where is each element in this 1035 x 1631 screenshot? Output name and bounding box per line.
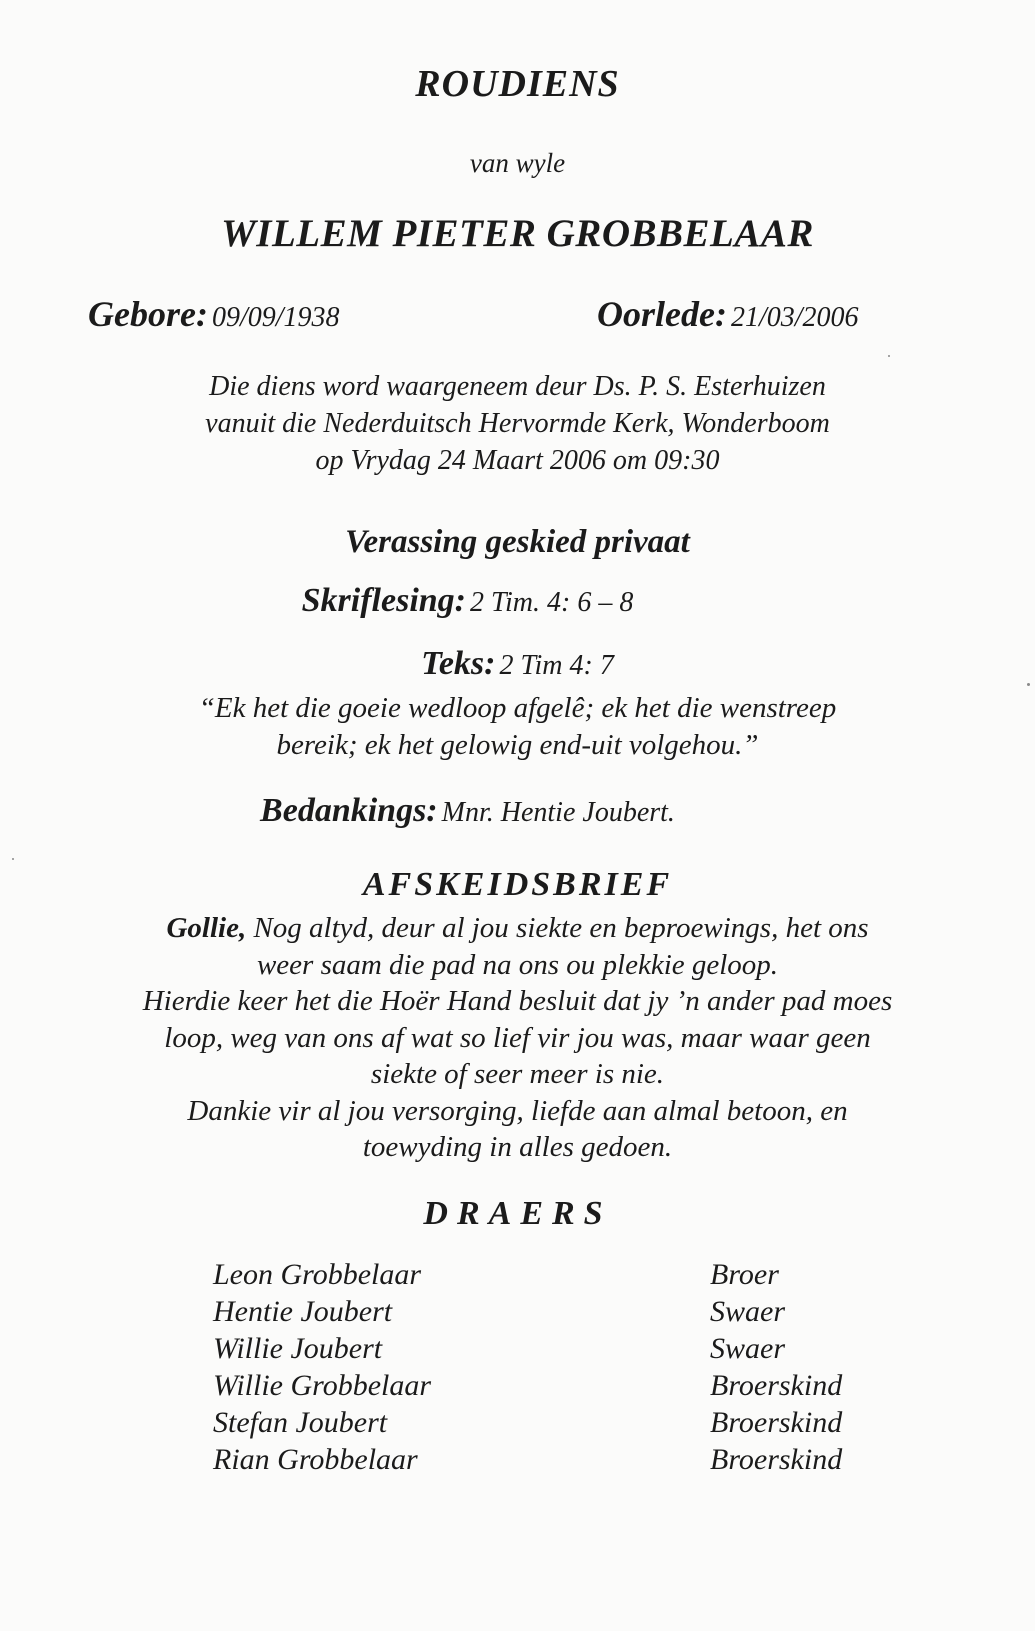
scripture-reading xyxy=(0,582,985,620)
service-details xyxy=(0,368,1035,479)
sermon-text-value: 2 Tim 4: 7 xyxy=(499,650,614,681)
pallbearer-row xyxy=(0,1406,1035,1443)
scan-speck xyxy=(12,858,14,860)
farewell-line: weer saam die pad na ons ou plekkie geloop. xyxy=(256,948,779,981)
pallbearer-name: Willie Grobbelaar xyxy=(213,1369,432,1402)
farewell-line: Hierdie keer het die Hoër Hand besluit dat jy ’n ander pad moes xyxy=(142,985,893,1017)
pallbearer-relation: Broerskind xyxy=(710,1443,843,1476)
cremation-note: Verassing geskied privaat xyxy=(345,524,690,560)
farewell-letter xyxy=(0,910,1035,1166)
farewell-first-line: Nog altyd, deur al jou siekte en beproewings, het ons xyxy=(246,912,869,944)
pallbearer-name: Stefan Joubert xyxy=(213,1406,388,1439)
scan-speck xyxy=(888,355,890,357)
farewell-line: loop, weg van ons af wat so lief vir jou was, maar waar geen xyxy=(164,1021,871,1054)
pallbearer-relation: Broerskind xyxy=(710,1406,843,1439)
quote-line: bereik; ek het gelowig end-uit volgehou.” xyxy=(276,729,759,761)
pallbearer-row xyxy=(0,1332,1035,1369)
scripture-quote xyxy=(0,690,1035,764)
acknowledgements-value: Mnr. Hentie Joubert. xyxy=(441,797,675,828)
acknowledgements-label: Bedankings: xyxy=(260,792,438,829)
birth-date-value: 09/09/1938 xyxy=(211,302,340,333)
pallbearer-name: Willie Joubert xyxy=(213,1332,383,1365)
service-line: vanuit die Nederduitsch Hervormde Kerk, Wonderboom xyxy=(205,408,830,439)
scan-speck xyxy=(1027,683,1030,686)
farewell-line: Dankie vir al jou versorging, liefde aan almal betoon, en xyxy=(187,1094,848,1127)
birth-date-label: Gebore: xyxy=(88,294,208,334)
acknowledgements xyxy=(0,792,985,830)
death-date xyxy=(597,293,859,335)
pallbearer-row xyxy=(0,1258,1035,1295)
sermon-text xyxy=(0,645,1035,683)
pallbearer-name: Hentie Joubert xyxy=(213,1295,393,1328)
pallbearer-relation: Broerskind xyxy=(710,1369,843,1402)
quote-line: “Ek het die goeie wedloop afgelê; ek het die wenstreep xyxy=(198,692,837,724)
pallbearers-title: DRAERS xyxy=(423,1195,612,1232)
pallbearer-relation: Broer xyxy=(710,1258,779,1291)
birth-date xyxy=(88,293,340,335)
pallbearer-row xyxy=(0,1369,1035,1406)
service-line: op Vrydag 24 Maart 2006 om 09:30 xyxy=(315,445,720,476)
sermon-text-label: Teks: xyxy=(421,645,496,682)
scripture-reading-value: 2 Tim. 4: 6 – 8 xyxy=(470,587,634,618)
farewell-line: siekte of seer meer is nie. xyxy=(370,1058,665,1090)
death-date-label: Oorlede: xyxy=(597,294,727,334)
document-title: ROUDIENS xyxy=(415,63,620,105)
pallbearer-relation: Swaer xyxy=(710,1332,785,1365)
farewell-line: toewyding in alles gedoen. xyxy=(362,1131,673,1163)
pallbearer-row xyxy=(0,1443,1035,1480)
death-date-value: 21/03/2006 xyxy=(730,302,859,333)
scripture-reading-label: Skriflesing: xyxy=(301,582,466,619)
document-subtitle: van wyle xyxy=(469,148,566,178)
farewell-salutation: Gollie, xyxy=(166,912,247,944)
pallbearer-name: Leon Grobbelaar xyxy=(213,1258,422,1291)
farewell-line xyxy=(0,910,1035,947)
deceased-name: WILLEM PIETER GROBBELAAR xyxy=(221,212,814,255)
pallbearer-name: Rian Grobbelaar xyxy=(213,1443,418,1476)
pallbearer-relation: Swaer xyxy=(710,1295,785,1328)
pallbearers-list xyxy=(0,1258,1035,1480)
farewell-letter-title: AFSKEIDSBRIEF xyxy=(362,866,673,903)
pallbearer-row xyxy=(0,1295,1035,1332)
service-line: Die diens word waargeneem deur Ds. P. S. Esterhuizen xyxy=(209,371,826,402)
